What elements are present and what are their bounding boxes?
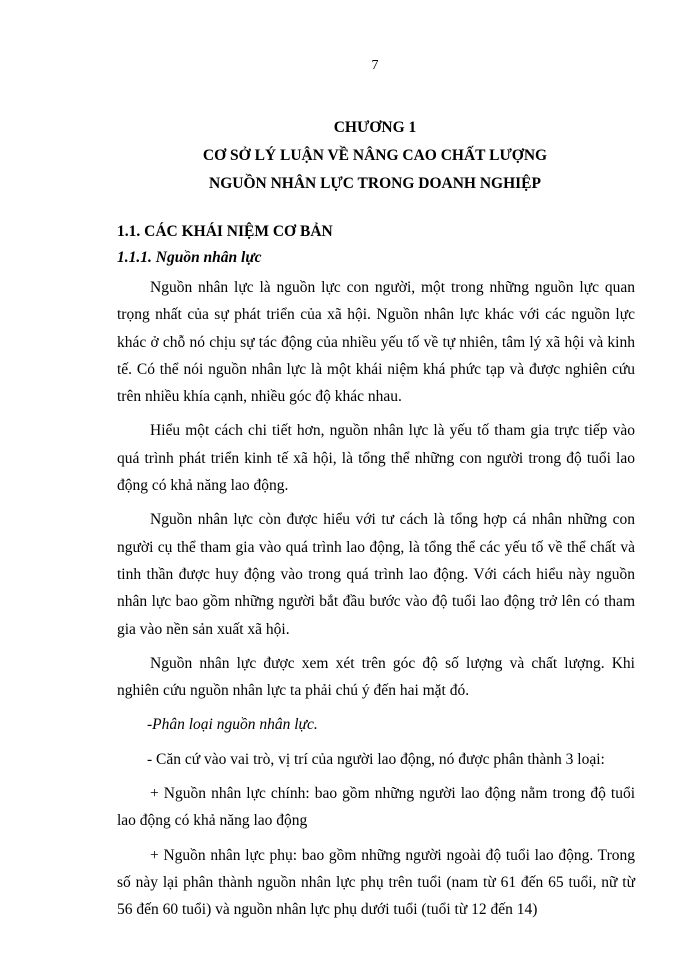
classification-label: -Phân loại nguồn nhân lực. [147,716,318,734]
list-item-secondary: + Nguồn nhân lực phụ: bao gồm những người ngoài độ tuổi lao động. Trong số này lại phân thành nguồn nhân lực phụ trên tuổi (nam từ 61 đến 65 tuổi, nữ từ 56 đến 60 tuổi) và nguồn nhân lực phụ dưới tuổi (tuổi từ 12 đến 14) [117,846,635,919]
paragraph-detail: Hiểu một cách chi tiết hơn, nguồn nhân lực là yếu tố tham gia trực tiếp vào quá trình phát triển kinh tế xã hội, là tổng thể những con người trong độ tuổi lao động có khả năng lao động. [117,422,635,495]
body-text [117,274,635,931]
chapter-title-line2: NGUỒN NHÂN LỰC TRONG DOANH NGHIỆP [209,175,541,192]
paragraph-quantity-quality: Nguồn nhân lực được xem xét trên góc độ số lượng và chất lượng. Khi nghiên cứu nguồn nhân lực ta phải chú ý đến hai mặt đó. [117,654,635,700]
list-item-primary: + Nguồn nhân lực chính: bao gồm những người lao động nằm trong độ tuổi lao động có khả năng lao động [117,785,635,830]
paragraph-definition: Nguồn nhân lực là nguồn lực con người, một trong những nguồn lực quan trọng nhất của sự phát triển của xã hội. Nguồn nhân lực khác với các nguồn lực khác ở chỗ nó chịu sự tác động của nhiều yếu tố về tự nhiên, tâm lý xã hội và kinh tế. Có thể nói nguồn nhân lực là một khái niệm khá phức tạp và được nghiên cứu trên nhiều khía cạnh, nhiều góc độ khác nhau. [117,279,635,406]
page-number: 7 [371,58,379,73]
section-heading: 1.1. CÁC KHÁI NIỆM CƠ BẢN [117,223,333,240]
chapter-title-line1: CƠ SỞ LÝ LUẬN VỀ NÂNG CAO CHẤT LƯỢNG [202,147,548,164]
chapter-label: CHƯƠNG 1 [333,119,417,136]
chapter-heading [0,114,700,198]
subsection-heading: 1.1.1. Nguồn nhân lực [117,249,262,266]
paragraph-individuals: Nguồn nhân lực còn được hiểu với tư cách là tổng hợp cá nhân những con người cụ thể tham gia vào quá trình lao động, là tổng thể các yếu tố về thể chất và tinh thần được huy động vào trong quá trình lao động. Với cách hiểu này nguồn nhân lực bao gồm những người bắt đầu bước vào độ tuổi lao động trở lên có tham gia vào nền sản xuất xã hội. [117,511,635,638]
role-intro: - Căn cứ vào vai trò, vị trí của người lao động, nó được phân thành 3 loại: [147,750,605,768]
